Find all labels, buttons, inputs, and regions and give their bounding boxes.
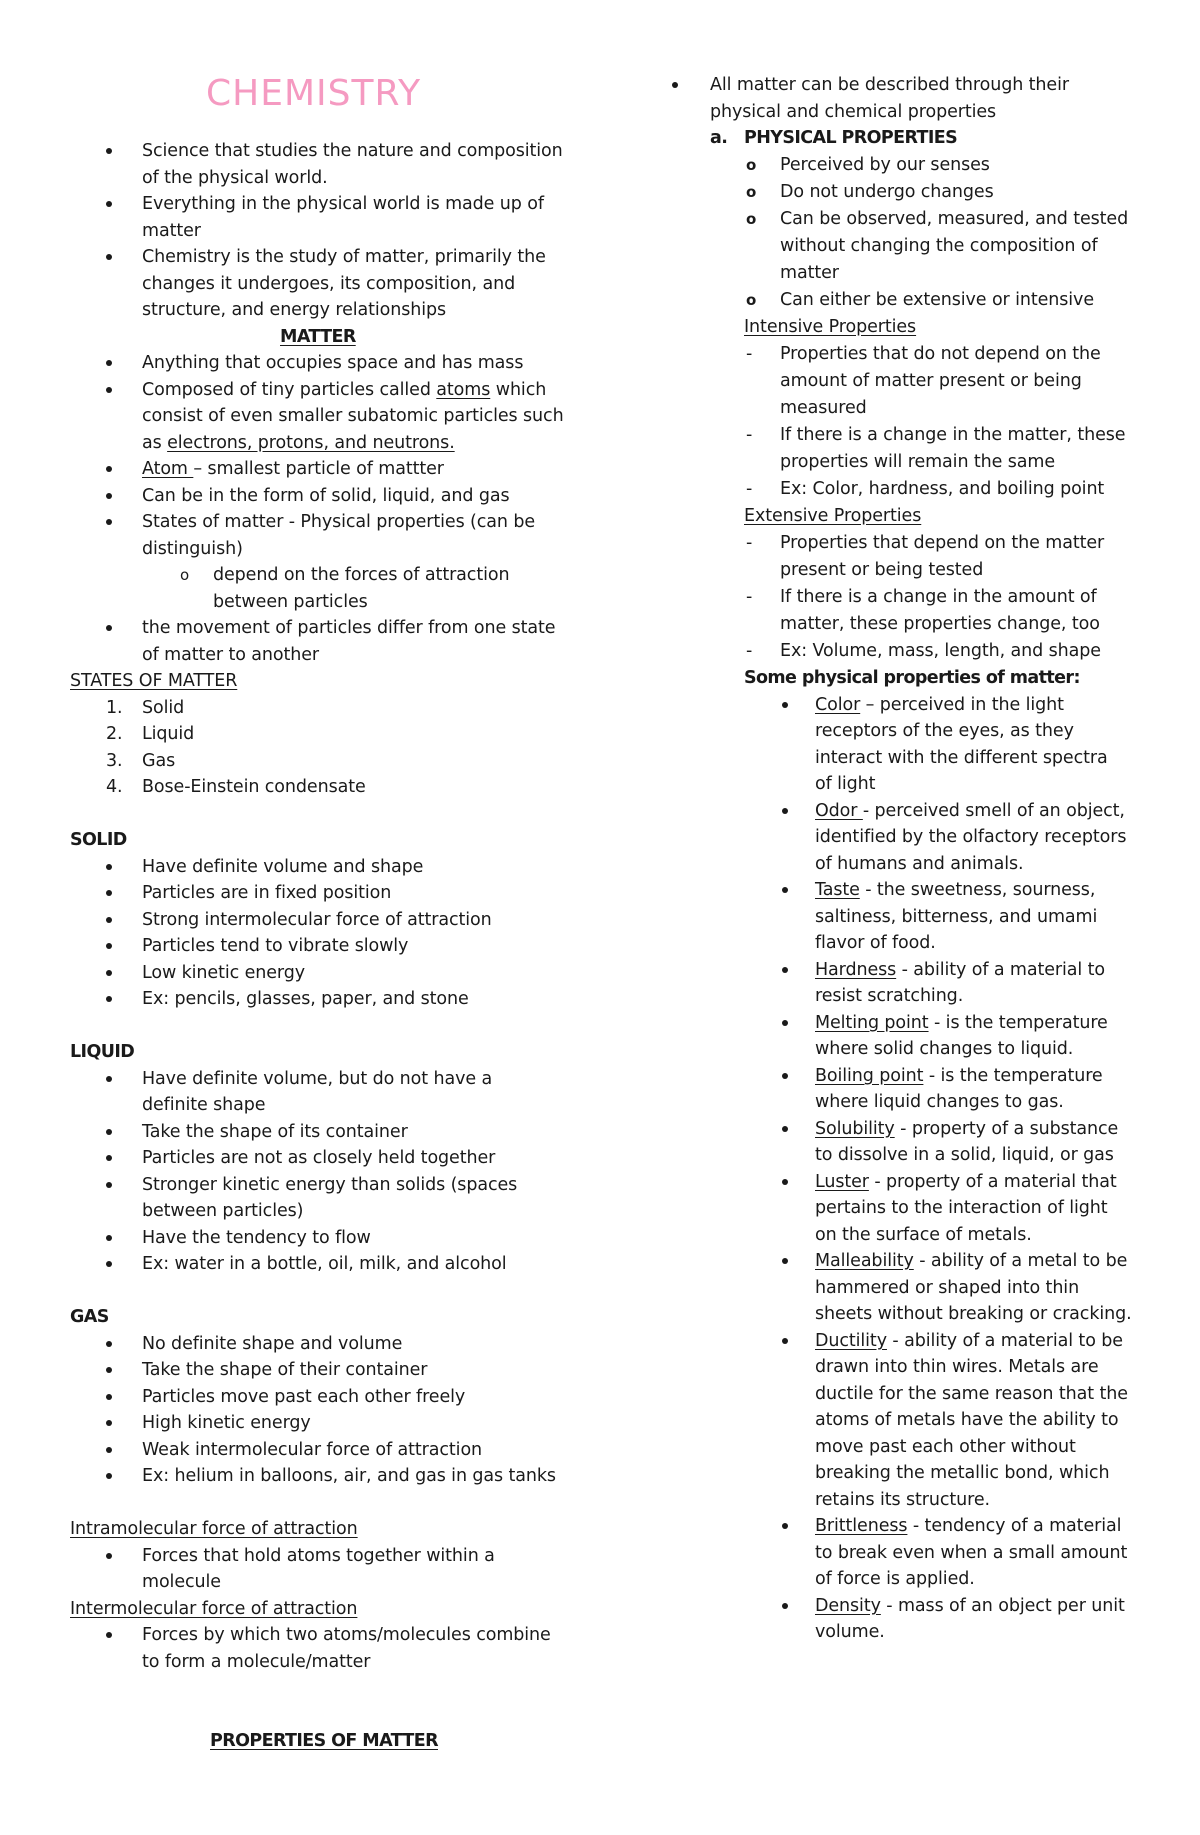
state-item: Solid bbox=[142, 698, 185, 718]
property-item bbox=[815, 1513, 1121, 1539]
bullet-icon bbox=[782, 1328, 790, 1354]
bullet-icon bbox=[782, 1010, 790, 1036]
hollow-bullet-icon: o bbox=[746, 210, 756, 228]
property-line: of force is applied. bbox=[815, 1569, 975, 1589]
gas-heading: GAS bbox=[70, 1307, 109, 1327]
text-run: - is the temperature bbox=[928, 1013, 1108, 1033]
text-run: – smallest particle of mattter bbox=[193, 459, 444, 479]
bullet-icon bbox=[782, 1169, 790, 1195]
intro-line: Science that studies the nature and composition bbox=[142, 141, 563, 161]
matter-line: of matter to another bbox=[142, 645, 320, 665]
state-item: Bose-Einstein condensate bbox=[142, 777, 366, 797]
text-run: - is the temperature bbox=[923, 1066, 1103, 1086]
right-intro-line: physical and chemical properties bbox=[710, 102, 997, 122]
bullet-icon bbox=[106, 1410, 114, 1436]
bullet-icon bbox=[106, 1437, 114, 1463]
property-term: Boiling point bbox=[815, 1066, 924, 1086]
property-term: Brittleness bbox=[815, 1516, 908, 1536]
bullet-icon bbox=[106, 509, 114, 535]
bullet-icon bbox=[106, 1622, 114, 1648]
hollow-bullet-icon: o bbox=[746, 183, 756, 201]
list-number: 1. bbox=[106, 698, 123, 718]
bullet-icon bbox=[106, 1225, 114, 1251]
extensive-item: matter, these properties change, too bbox=[780, 614, 1100, 634]
extensive-item: present or being tested bbox=[780, 560, 984, 580]
property-item bbox=[815, 957, 1105, 983]
bullet-icon bbox=[106, 1066, 114, 1092]
matter-line: Anything that occupies space and has mass bbox=[142, 353, 524, 373]
property-line: retains its structure. bbox=[815, 1490, 990, 1510]
bullet-icon bbox=[106, 244, 114, 270]
solid-item: Low kinetic energy bbox=[142, 963, 305, 983]
extensive-item: Properties that depend on the matter bbox=[780, 533, 1105, 553]
property-line: where solid changes to liquid. bbox=[815, 1039, 1074, 1059]
text-run: - property of a material that bbox=[868, 1172, 1117, 1192]
intensive-item: Properties that do not depend on the bbox=[780, 344, 1101, 364]
intro-line: changes it undergoes, its composition, and bbox=[142, 274, 516, 294]
bullet-icon bbox=[672, 72, 680, 98]
property-line: on the surface of metals. bbox=[815, 1225, 1032, 1245]
bullet-icon bbox=[106, 1331, 114, 1357]
solid-item: Ex: pencils, glasses, paper, and stone bbox=[142, 989, 469, 1009]
liquid-item: between particles) bbox=[142, 1201, 304, 1221]
intensive-heading: Intensive Properties bbox=[744, 317, 917, 337]
extensive-heading: Extensive Properties bbox=[744, 506, 922, 526]
property-item bbox=[815, 1248, 1127, 1274]
matter-line bbox=[142, 456, 444, 482]
text-run: - ability of a material to bbox=[896, 960, 1106, 980]
property-line: pertains to the interaction of light bbox=[815, 1198, 1108, 1218]
property-term: Taste bbox=[815, 880, 860, 900]
text-run: as bbox=[142, 433, 168, 453]
hollow-bullet-icon: o bbox=[746, 156, 756, 174]
some-properties-heading: Some physical properties of matter: bbox=[744, 668, 1080, 688]
property-line: receptors of the eyes, as they bbox=[815, 721, 1074, 741]
property-item bbox=[815, 1010, 1108, 1036]
bullet-icon bbox=[106, 1384, 114, 1410]
dash-marker: - bbox=[746, 344, 753, 364]
gas-item: Ex: helium in balloons, air, and gas in gas tanks bbox=[142, 1466, 556, 1486]
property-item bbox=[815, 1328, 1123, 1354]
physical-item: matter bbox=[780, 263, 839, 283]
states-heading: STATES OF MATTER bbox=[70, 671, 238, 691]
inter-item: to form a molecule/matter bbox=[142, 1652, 371, 1672]
bullet-icon bbox=[106, 1357, 114, 1383]
text-run: – perceived in the light bbox=[860, 695, 1064, 715]
bullet-icon bbox=[106, 986, 114, 1012]
text-run: - perceived smell of an object, bbox=[862, 801, 1125, 821]
dash-marker: - bbox=[746, 533, 753, 553]
page-title: CHEMISTRY bbox=[206, 73, 422, 114]
bullet-icon bbox=[782, 798, 790, 824]
liquid-item: Have definite volume, but do not have a bbox=[142, 1069, 493, 1089]
property-line: of humans and animals. bbox=[815, 854, 1024, 874]
liquid-item: Have the tendency to flow bbox=[142, 1228, 371, 1248]
liquid-item: Take the shape of its container bbox=[142, 1122, 408, 1142]
property-term: Hardness bbox=[815, 960, 897, 980]
extensive-item: If there is a change in the amount of bbox=[780, 587, 1097, 607]
bullet-icon bbox=[106, 1463, 114, 1489]
state-item: Liquid bbox=[142, 724, 195, 744]
property-item bbox=[815, 877, 1095, 903]
bullet-icon bbox=[782, 1063, 790, 1089]
bullet-icon bbox=[106, 907, 114, 933]
intra-heading: Intramolecular force of attraction bbox=[70, 1519, 358, 1539]
property-line: saltiness, bitterness, and umami bbox=[815, 907, 1098, 927]
property-item bbox=[815, 1169, 1117, 1195]
property-line: sheets without breaking or cracking. bbox=[815, 1304, 1132, 1324]
property-term: Ductility bbox=[815, 1331, 887, 1351]
section-letter: a. bbox=[710, 128, 728, 148]
property-item bbox=[815, 692, 1064, 718]
list-number: 4. bbox=[106, 777, 123, 797]
physical-item: Do not undergo changes bbox=[780, 182, 994, 202]
liquid-item: Stronger kinetic energy than solids (spaces bbox=[142, 1175, 518, 1195]
solid-heading: SOLID bbox=[70, 830, 127, 850]
intro-line: structure, and energy relationships bbox=[142, 300, 447, 320]
bullet-icon bbox=[106, 960, 114, 986]
property-term: Luster bbox=[815, 1172, 869, 1192]
bullet-icon bbox=[782, 1513, 790, 1539]
dash-marker: - bbox=[746, 425, 753, 445]
intro-line: of the physical world. bbox=[142, 168, 328, 188]
matter-subline: depend on the forces of attraction bbox=[213, 565, 510, 585]
property-line: hammered or shaped into thin bbox=[815, 1278, 1080, 1298]
intensive-item: amount of matter present or being bbox=[780, 371, 1082, 391]
solid-item: Have definite volume and shape bbox=[142, 857, 424, 877]
text-run: - the sweetness, sourness, bbox=[859, 880, 1096, 900]
matter-line: States of matter - Physical properties (can be bbox=[142, 512, 536, 532]
bullet-icon bbox=[106, 1172, 114, 1198]
solid-item: Particles are in fixed position bbox=[142, 883, 392, 903]
property-line: breaking the metallic bond, which bbox=[815, 1463, 1110, 1483]
bullet-icon bbox=[782, 1248, 790, 1274]
text-run: which bbox=[490, 380, 547, 400]
property-line: ductile for the same reason that the bbox=[815, 1384, 1128, 1404]
property-line: to break even when a small amount bbox=[815, 1543, 1128, 1563]
property-item bbox=[815, 1116, 1118, 1142]
bullet-icon bbox=[106, 1119, 114, 1145]
intensive-item: Ex: Color, hardness, and boiling point bbox=[780, 479, 1105, 499]
dash-marker: - bbox=[746, 641, 753, 661]
intensive-item: measured bbox=[780, 398, 867, 418]
text-run: Composed of tiny particles called bbox=[142, 380, 437, 400]
gas-item: Particles move past each other freely bbox=[142, 1387, 466, 1407]
bullet-icon bbox=[106, 350, 114, 376]
bullet-icon bbox=[106, 933, 114, 959]
bullet-icon bbox=[782, 692, 790, 718]
state-item: Gas bbox=[142, 751, 176, 771]
property-line: flavor of food. bbox=[815, 933, 936, 953]
text-run: - mass of an object per unit bbox=[880, 1596, 1125, 1616]
bullet-icon bbox=[106, 615, 114, 641]
property-line: volume. bbox=[815, 1622, 885, 1642]
matter-line: consist of even smaller subatomic particles such bbox=[142, 406, 564, 426]
property-term: Odor bbox=[815, 801, 863, 821]
hollow-bullet-icon: o bbox=[746, 291, 756, 309]
property-item bbox=[815, 1063, 1103, 1089]
property-line: identified by the olfactory receptors bbox=[815, 827, 1127, 847]
property-item bbox=[815, 1593, 1125, 1619]
bullet-icon bbox=[106, 138, 114, 164]
intro-line: Chemistry is the study of matter, primarily the bbox=[142, 247, 546, 267]
text-run: - tendency of a material bbox=[907, 1516, 1122, 1536]
intra-item: molecule bbox=[142, 1572, 221, 1592]
bullet-icon bbox=[106, 1145, 114, 1171]
property-line: move past each other without bbox=[815, 1437, 1076, 1457]
solid-item: Particles tend to vibrate slowly bbox=[142, 936, 409, 956]
liquid-item: definite shape bbox=[142, 1095, 266, 1115]
intensive-item: If there is a change in the matter, these bbox=[780, 425, 1126, 445]
intra-item: Forces that hold atoms together within a bbox=[142, 1546, 495, 1566]
intro-line: matter bbox=[142, 221, 201, 241]
property-line: to dissolve in a solid, liquid, or gas bbox=[815, 1145, 1114, 1165]
property-term: Melting point bbox=[815, 1013, 929, 1033]
gas-item: Take the shape of their container bbox=[142, 1360, 428, 1380]
section-title: PHYSICAL PROPERTIES bbox=[744, 128, 958, 148]
text-run: - ability of a material to be bbox=[886, 1331, 1123, 1351]
matter-line: the movement of particles differ from one state bbox=[142, 618, 556, 638]
bullet-icon bbox=[106, 191, 114, 217]
liquid-item: Particles are not as closely held together bbox=[142, 1148, 496, 1168]
matter-heading: MATTER bbox=[280, 327, 356, 347]
text-run: - ability of a metal to be bbox=[913, 1251, 1128, 1271]
bullet-icon bbox=[106, 854, 114, 880]
property-line: where liquid changes to gas. bbox=[815, 1092, 1064, 1112]
extensive-item: Ex: Volume, mass, length, and shape bbox=[780, 641, 1101, 661]
bullet-icon bbox=[782, 1116, 790, 1142]
property-term: Density bbox=[815, 1596, 881, 1616]
bullet-icon bbox=[106, 483, 114, 509]
bullet-icon bbox=[782, 877, 790, 903]
bullet-icon bbox=[782, 1593, 790, 1619]
physical-item: Perceived by our senses bbox=[780, 155, 990, 175]
property-line: interact with the different spectra bbox=[815, 748, 1108, 768]
liquid-item: Ex: water in a bottle, oil, milk, and alcohol bbox=[142, 1254, 507, 1274]
bullet-icon bbox=[106, 1251, 114, 1277]
text-run: - property of a substance bbox=[894, 1119, 1119, 1139]
bullet-icon bbox=[106, 377, 114, 403]
gas-item: No definite shape and volume bbox=[142, 1334, 403, 1354]
property-term: Malleability bbox=[815, 1251, 914, 1271]
property-term: Color bbox=[815, 695, 861, 715]
atom-term: Atom bbox=[142, 459, 194, 479]
atoms-term: atoms bbox=[436, 380, 491, 400]
gas-item: High kinetic energy bbox=[142, 1413, 311, 1433]
list-number: 2. bbox=[106, 724, 123, 744]
property-term: Solubility bbox=[815, 1119, 895, 1139]
property-line: resist scratching. bbox=[815, 986, 964, 1006]
matter-line: Can be in the form of solid, liquid, and gas bbox=[142, 486, 510, 506]
bullet-icon bbox=[106, 880, 114, 906]
solid-item: Strong intermolecular force of attraction bbox=[142, 910, 492, 930]
intensive-item: properties will remain the same bbox=[780, 452, 1056, 472]
inter-heading: Intermolecular force of attraction bbox=[70, 1599, 358, 1619]
right-intro-line: All matter can be described through their bbox=[710, 75, 1069, 95]
physical-item: Can be observed, measured, and tested bbox=[780, 209, 1129, 229]
physical-item: without changing the composition of bbox=[780, 236, 1098, 256]
intro-line: Everything in the physical world is made up of bbox=[142, 194, 544, 214]
dash-marker: - bbox=[746, 479, 753, 499]
inter-item: Forces by which two atoms/molecules combine bbox=[142, 1625, 551, 1645]
bullet-icon bbox=[106, 1543, 114, 1569]
gas-item: Weak intermolecular force of attraction bbox=[142, 1440, 483, 1460]
property-item bbox=[815, 798, 1125, 824]
properties-heading: PROPERTIES OF MATTER bbox=[210, 1731, 438, 1751]
bullet-icon bbox=[106, 456, 114, 482]
bullet-icon bbox=[782, 957, 790, 983]
list-number: 3. bbox=[106, 751, 123, 771]
matter-line bbox=[142, 430, 455, 456]
property-line: of light bbox=[815, 774, 876, 794]
matter-line: distinguish) bbox=[142, 539, 243, 559]
property-line: atoms of metals have the ability to bbox=[815, 1410, 1119, 1430]
property-line: drawn into thin wires. Metals are bbox=[815, 1357, 1099, 1377]
dash-marker: - bbox=[746, 587, 753, 607]
physical-item: Can either be extensive or intensive bbox=[780, 290, 1094, 310]
liquid-heading: LIQUID bbox=[70, 1042, 135, 1062]
subatomic-terms: electrons, protons, and neutrons. bbox=[167, 433, 455, 453]
matter-line bbox=[142, 377, 546, 403]
matter-subline: between particles bbox=[213, 592, 368, 612]
hollow-bullet-icon: o bbox=[180, 566, 190, 584]
